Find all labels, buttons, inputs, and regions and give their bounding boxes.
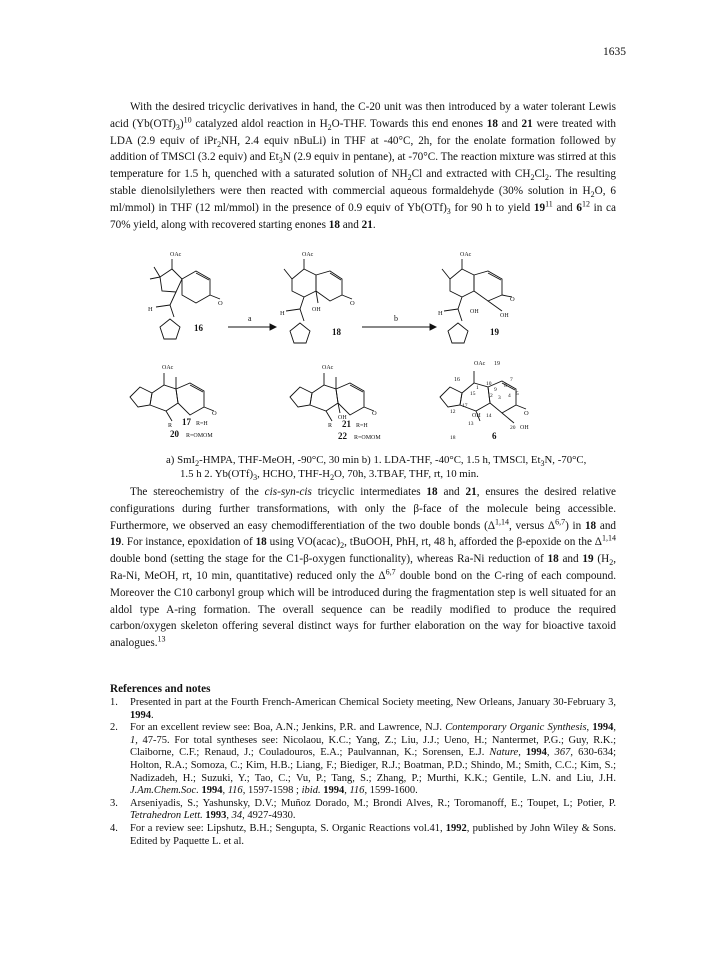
num-17: 17	[462, 403, 468, 409]
label-o-18: O	[350, 300, 355, 307]
reference-4: 4. For a review see: Lipshutz, B.H.; Sengupta, S. Organic Reactions vol.41, 1992, published by John Wiley & Sons. Edited by Paquette L. et al.	[110, 822, 616, 847]
num-2: 2	[490, 393, 493, 399]
compound-20: 20	[170, 429, 179, 439]
arrow-b-label: b	[394, 314, 398, 323]
num-7: 7	[510, 377, 513, 383]
reaction-scheme	[110, 247, 616, 457]
label-oac-18: OAc	[302, 252, 314, 258]
caption-line-2: 1.5 h 2. $Yb(OTf)_3$, HCHO, THF-$H_2O$, 70h, 3.TBAF, THF, rt, 10 min.	[180, 468, 479, 483]
body-paragraph-2: The stereochemistry of the cis-syn-cis tricyclic intermediates 18 and 21, ensures the desired relative configurations during further transformations, with only the β-face of the molecule being accessible. Furthermore, we observed an easy chemodifferentiation of the two double bonds ($\Delta^{1,14}$, versus Δ$^{6,7}$) in 18 and 19. For instance, epoxidation of 18 using $VO(acac)_2$, tBuOOH, PhH, rt, 48 h, afforded the β-epoxide on the Δ$^{1,14}$ double bond (setting the stage for the C1-β-oxygen functionality), whereas Ra-Ni reduction of 18 and 19 ($H_2$, Ra-Ni, MeOH, rt, 10 min, quantitative) reduced only the Δ$^{6,7}$ double bond on the C-ring of each compound. Moreover the C10 carbonyl group which will be introduced during the fragmentation step is well situated for an aldol type A-ring formation. The overall sequence can be readily modified to produce the required carbon/oxygen skeleton offering several distinct ways for further elaboration on the way for bioactive taxoid analogues.$^{13}$	[110, 486, 617, 650]
structure-16	[150, 259, 220, 339]
num-4: 4	[508, 393, 511, 399]
scheme-drawing	[110, 247, 616, 457]
num-19: 19	[494, 361, 500, 367]
structure-6	[440, 371, 526, 423]
label-r-17: R	[168, 423, 173, 429]
structure-19	[442, 259, 512, 343]
compound-16: 16	[194, 323, 203, 333]
compound-22: 22	[338, 431, 347, 441]
num-14: 14	[486, 413, 492, 419]
label-r-21: R	[328, 423, 333, 429]
arrow-a-label: a	[248, 314, 252, 323]
references-title: References and notes	[110, 683, 211, 695]
label-h-18: H	[280, 310, 285, 317]
num-1: 1	[476, 385, 479, 391]
label-oh-19a: OH	[470, 309, 479, 315]
num-15: 15	[470, 391, 476, 397]
label-oh-18: OH	[312, 307, 321, 313]
compound-21: 21	[342, 419, 351, 429]
label-oac-6: OAc	[474, 361, 486, 367]
arrowhead-a	[270, 324, 276, 330]
compound-17: 17	[182, 417, 191, 427]
label-o-6: O	[524, 410, 529, 417]
caption-line-1: a) SmI$_2$-HMPA, THF-MeOH, -90°C, 30 min b) 1. LDA-THF, -40°C, 1.5 h, TMSCl, $Et_3N$, -70°C,	[166, 454, 587, 469]
scheme-caption	[166, 453, 606, 481]
label-o-16: O	[218, 300, 223, 307]
num-20: 20	[510, 425, 516, 431]
label-oh-19b: OH	[500, 313, 509, 319]
num-3: 3	[498, 395, 501, 401]
num-10: 10	[486, 381, 492, 387]
num-18: 18	[450, 435, 456, 441]
label-rmom-22: R=OMOM	[354, 435, 381, 441]
num-5: 5	[516, 391, 519, 397]
page-number: 1635	[603, 46, 626, 58]
label-oh-6b: OH	[520, 425, 529, 431]
reference-1: 1. Presented in part at the Fourth French-American Chemical Society meeting, New Orleans, January 30-February 3, 1994.	[110, 697, 616, 721]
label-h-16: H	[148, 306, 153, 313]
label-o-19: O	[510, 296, 515, 303]
structure-18	[284, 259, 352, 343]
num-8: 8	[504, 383, 507, 389]
label-h-19: H	[438, 310, 443, 317]
label-oac-16: OAc	[170, 252, 182, 258]
label-rmom-20: R=OMOM	[186, 433, 213, 439]
references-list	[110, 697, 616, 848]
label-oh-6: OH	[472, 413, 481, 419]
label-oh-21: OH	[338, 415, 347, 421]
body-paragraph-1: With the desired tricyclic derivatives in hand, the C-20 unit was then introduced by a water tolerant Lewis acid $(Yb(OTf)_3)^{10}$ catalyzed aldol reaction in $H_2O$-THF. Towards this end enones 18 and 21 were treated with LDA (2.9 equiv of iPr$_2$NH, 2.4 equiv nBuLi) in THF at -40°C, 2h, for the enolate formation followed by addition of TMSCl (3.2 equiv) and $Et_3N$ (2.9 equiv in pentane), at -70°C. The reaction mixture was stirred at this temperature for 1.5 h, quenched with a saturated solution of $NH_2Cl$ and extracted with $CH_2Cl_2$. The resulting stable dienolsilylethers were then reacted with commercial aqueous formaldehyde (30% solution in $H_2O$, 6 ml/mmol) in THF (12 ml/mmol) in the presence of 0.9 equiv of $Yb(OTf)_3$ for 90 h to yield $19^{11}$ and $6^{12}$ in ca 70% yield, along with recovered starting enones 18 and 21.	[110, 101, 616, 231]
num-12: 12	[450, 409, 456, 415]
reference-3: 3. Arseniyadis, S.; Yashunsky, D.V.; Muñoz Dorado, M.; Brondi Alves, R.; Toromanoff, E.; Toupet, L; Potier, P. Tetrahedron Lett. 1993, 34, 4927-4930.	[110, 797, 616, 822]
reference-2: 2. For an excellent review see: Boa, A.N.; Jenkins, P.R. and Lawrence, N.J. Contemporary Organic Synthesis, 1994, 1, 47-75. For total syntheses see: Nicolaou, K.C.; Yang, Z.; Liu, J.J.; Ueno, H.; Nantermet, P.G.; Guy, R.K.; Claiborne, C.F.; Renaud, J.; Couladouros, E.A.; Paulvannan, K.; Sorensen, E.J. Nature, 1994, 367, 630-634; Holton, R.A.; Somoza, C.; Kim, H.B.; Liang, F.; Biediger, R.J.; Boatman, P.D.; Shindo, M.; Smith, C.C.; Kim, S.; Nadizadeh, H.; Suzuki, Y.; Tao, C.; Vu, P.; Tang, S.; Zhang, P.; Murthi, K.K.; Gentile, L.N. and Liu, J.H. J.Am.Chem.Soc. 1994, 116, 1597-1598 ; ibid. 1994, 116, 1599-1600.	[110, 722, 617, 797]
label-oac-19: OAc	[460, 252, 472, 258]
num-13: 13	[468, 421, 474, 427]
label-o-17: O	[212, 410, 217, 417]
arrowhead-b	[430, 324, 436, 330]
label-rh-21: R=H	[356, 423, 368, 429]
num-16: 16	[454, 377, 460, 383]
structure-21-22	[290, 373, 374, 421]
compound-18: 18	[332, 327, 341, 337]
compound-6: 6	[492, 431, 497, 441]
label-oac-21: OAc	[322, 365, 334, 371]
compound-19: 19	[490, 327, 499, 337]
label-o-21: O	[372, 410, 377, 417]
label-oac-17: OAc	[162, 365, 174, 371]
label-rh-17: R=H	[196, 421, 208, 427]
num-9: 9	[494, 387, 497, 393]
structure-17-20	[130, 373, 214, 421]
